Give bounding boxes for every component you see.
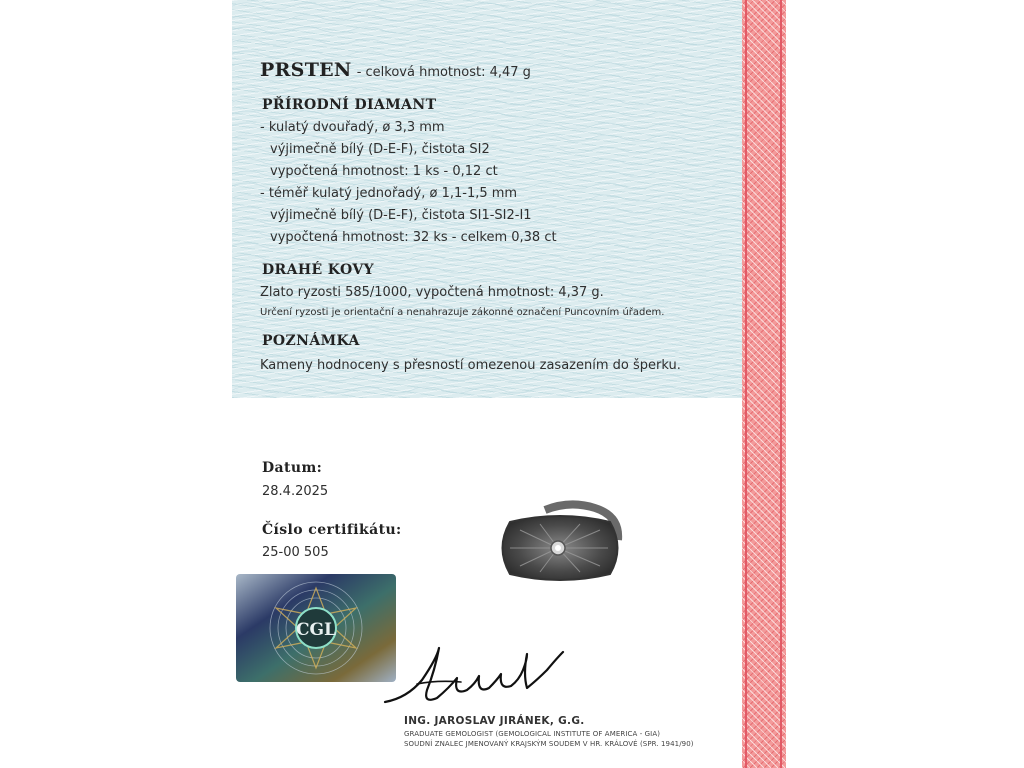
ring-total-weight: - celková hmotnost: 4,47 g bbox=[356, 65, 531, 80]
diamond-line-6: vypočtená hmotnost: 32 ks - celkem 0,38 ct bbox=[270, 230, 557, 245]
date-value: 28.4.2025 bbox=[262, 484, 329, 499]
diamond-line-1: - kulatý dvouřadý, ø 3,3 mm bbox=[260, 120, 445, 135]
metals-heading: DRAHÉ KOVY bbox=[262, 262, 375, 278]
date-label: Datum: bbox=[262, 460, 323, 476]
signer-title-line-2: SOUDNÍ ZNALEC JMENOVANÝ KRAJSKÝM SOUDEM V HR. KRÁLOVÉ (SPR. 1941/90) bbox=[404, 740, 694, 748]
signature bbox=[377, 640, 587, 720]
signer-name: ING. JAROSLAV JIRÁNEK, G.G. bbox=[404, 715, 585, 727]
diamond-line-3: vypočtená hmotnost: 1 ks - 0,12 ct bbox=[270, 164, 498, 179]
diamond-line-5: výjimečně bílý (D-E-F), čistota SI1-SI2-I1 bbox=[270, 208, 532, 223]
hologram-seal bbox=[236, 574, 396, 682]
certificate-label: Číslo certifikátu: bbox=[262, 522, 402, 538]
remark-line: Kameny hodnoceny s přesností omezenou zasazením do šperku. bbox=[260, 358, 681, 373]
ring-photo bbox=[490, 500, 650, 596]
diamond-line-2: výjimečně bílý (D-E-F), čistota SI2 bbox=[270, 142, 490, 157]
metals-line: Zlato ryzosti 585/1000, vypočtená hmotnost: 4,37 g. bbox=[260, 285, 604, 300]
ring-title: PRSTEN bbox=[260, 59, 352, 81]
certificate-number: 25-00 505 bbox=[262, 545, 329, 560]
metals-note: Určení ryzosti je orientační a nenahrazuje zákonné označení Puncovním úřadem. bbox=[260, 307, 665, 318]
signer-title-line-1: GRADUATE GEMOLOGIST (GEMOLOGICAL INSTITUTE OF AMERICA - GIA) bbox=[404, 730, 661, 738]
hologram-text: CGL bbox=[295, 620, 337, 640]
remark-heading: POZNÁMKA bbox=[262, 333, 360, 349]
certificate-sheet bbox=[232, 0, 786, 768]
diamond-heading: PŘÍRODNÍ DIAMANT bbox=[262, 97, 437, 113]
ring-title-line bbox=[260, 59, 531, 81]
red-security-strip bbox=[742, 0, 786, 768]
diamond-line-4: - téměř kulatý jednořadý, ø 1,1-1,5 mm bbox=[260, 186, 518, 201]
